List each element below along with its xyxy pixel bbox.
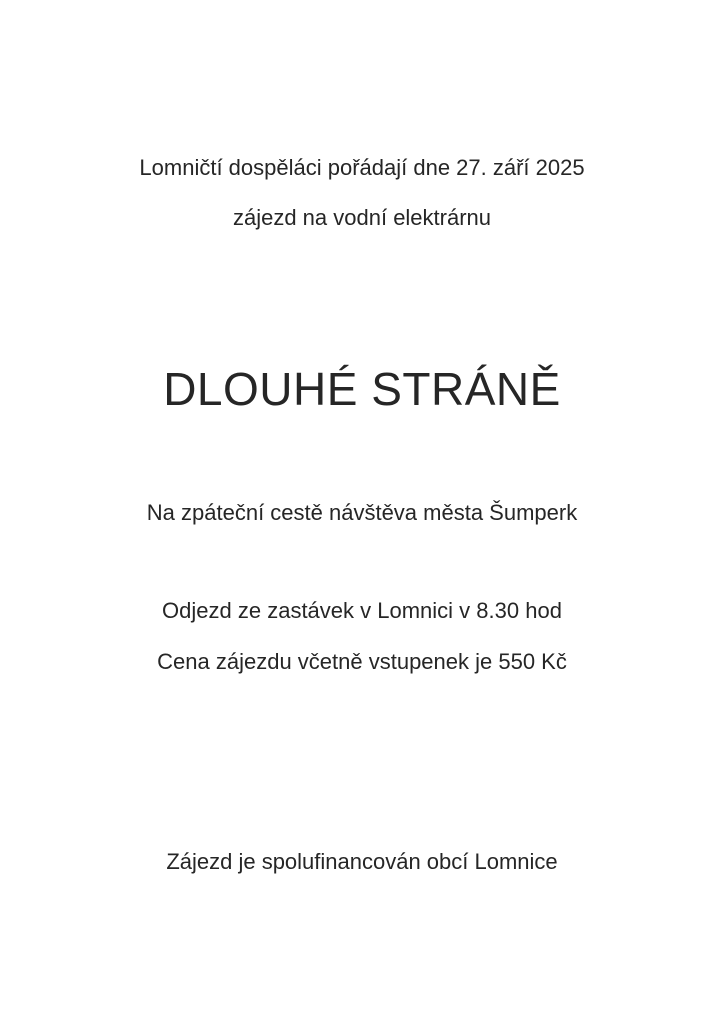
departure-info: Odjezd ze zastávek v Lomnici v 8.30 hod [162, 598, 562, 623]
intro-line-trip: zájezd na vodní elektrárnu [232, 205, 492, 230]
page-title: DLOUHÉ STRÁNĚ [163, 363, 561, 415]
funding-note: Zájezd je spolufinancován obcí Lomnice [166, 849, 558, 874]
intro-line-date: Lomničtí dospěláci pořádají dne 27. září 2025 [139, 155, 585, 180]
return-trip-note: Na zpáteční cestě návštěva města Šumperk [146, 500, 578, 525]
price-info: Cena zájezdu včetně vstupenek je 550 Kč [157, 649, 567, 674]
